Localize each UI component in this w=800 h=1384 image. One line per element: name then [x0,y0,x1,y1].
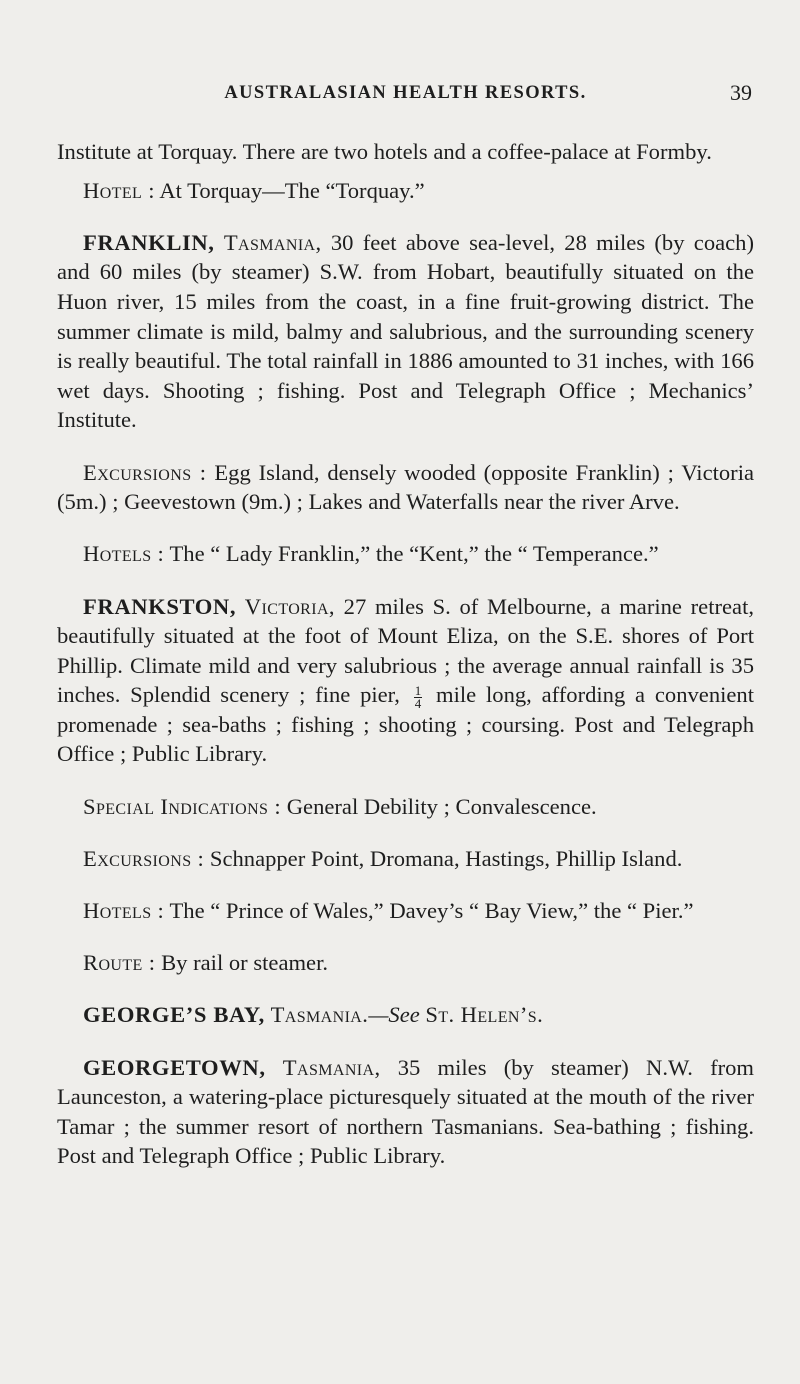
region-franklin: Tasmania, [223,229,322,255]
description-frankston-part1: 27 miles S. of Melbourne, a marine retreat, beautifully situated at the foot of Mount Eliza, on the S.E. shores of Port Phillip. Climate mild and very salubrious ; the average annual rainfall is 35 inches. Splendid scenery ; fine pier, [57,593,754,708]
place-name-franklin: FRANKLIN, [83,229,215,255]
place-name-frankston: FRANKSTON, [83,593,237,619]
frankston-hotels [57,896,754,926]
region-georges-bay: Tasmania. [270,1002,369,1028]
hotels-text: The “ Lady Franklin,” the “Kent,” the “ Temperance.” [169,541,659,567]
place-name-georges-bay: GEORGE’S BAY, [83,1002,265,1028]
excursions-text: Schnapper Point, Dromana, Hastings, Phillip Island. [209,845,683,871]
fraction-quarter [414,682,423,711]
hotel-text: At Torquay—The “Torquay.” [159,177,425,203]
hotels-label: Hotels : [83,898,165,924]
indications-text: General Debility ; Convalescence. [286,793,597,819]
hotel-label: Hotel : [83,177,155,203]
body-text [57,137,754,1194]
route-text: By rail or steamer. [161,950,329,976]
running-head [57,80,754,113]
entry-frankston [57,592,754,770]
route-label: Route : [83,950,156,976]
hotels-label: Hotels : [83,541,165,567]
indications-label: Special Indications : [83,793,282,819]
excursions-text: Egg Island, densely wooded (opposite Franklin) ; Victoria (5m.) ; Geevestown (9m.) ; Lakes and Waterfalls near the river Arve. [57,459,755,515]
region-georgetown: Tasmania, [282,1054,381,1080]
frankston-route [57,948,754,978]
place-name-georgetown: GEORGETOWN, [83,1054,266,1080]
page-number: 39 [730,80,752,105]
fraction-numerator: 1 [414,682,422,698]
franklin-hotels [57,539,754,569]
running-title: AUSTRALASIAN HEALTH RESORTS. [224,83,587,103]
excursions-label: Excursions : [83,845,205,871]
hotels-text: The “ Prince of Wales,” Davey’s “ Bay View,” the “ Pier.” [169,898,694,924]
frankston-excursions [57,844,754,874]
excursions-label: Excursions : [83,459,207,485]
description-franklin: 30 feet above sea-level, 28 miles (by coach) and 60 miles (by steamer) S.W. from Hobart, beautifully situated on the Huon river, 15 miles from the coast, in a fine fruit-growing district. The summer climate is mild, balmy and salubrious, and the surrounding scenery is really beautiful. The total rainfall in 1886 amounted to 31 inches, with 166 wet days. Shooting ; fishing. Post and Telegraph Office ; Mechanics’ Institute. [57,229,754,433]
fraction-denominator: 4 [414,695,422,711]
entry-georges-bay [57,1000,754,1030]
description-frankston-part2: mile long, affording a convenient promenade ; sea-baths ; fishing ; shooting ; coursing. Post and Telegraph Office ; Public Library. [57,682,755,767]
paragraph-text: Institute at Torquay. There are two hotels and a coffee-palace at Formby. [57,139,712,164]
paragraph-torquay-continuation [57,137,754,167]
entry-georgetown [57,1053,754,1171]
frankston-special-indications [57,792,754,822]
see-reference: —See [368,1002,420,1028]
paragraph-torquay-hotel [57,176,754,206]
cross-reference-target: St. Helen’s. [425,1002,544,1028]
entry-franklin [57,228,754,435]
region-frankston: Victoria, [244,593,335,619]
franklin-excursions [57,458,754,517]
description-georgetown: 35 miles (by steamer) N.W. from Launceston, a watering-place picturesquely situated at the mouth of the river Tamar ; the summer resort of northern Tasmanians. Sea-bathing ; fishing. Post and Telegraph Office ; Public Library. [57,1054,755,1169]
